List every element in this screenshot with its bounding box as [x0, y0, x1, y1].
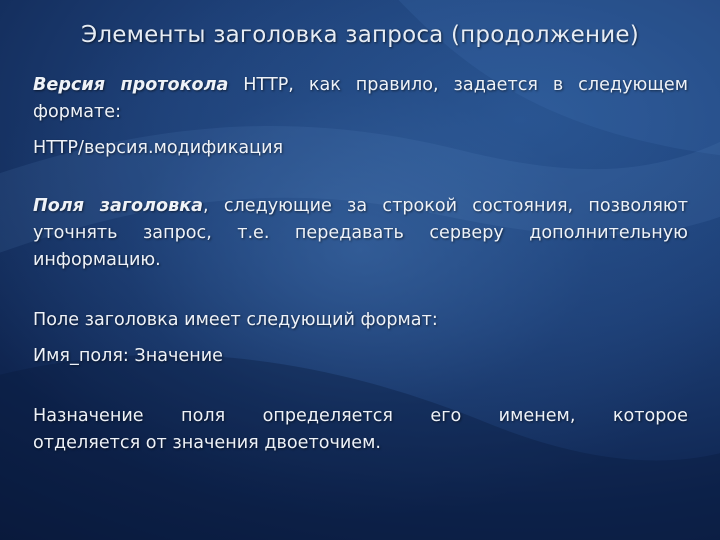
header-fields-text: , следующие за строкой состояния, позволяют уточнять запрос, т.е. передавать серверу дополнительную информацию.: [33, 196, 688, 270]
protocol-version-text: HTTP, как правило, задается в следующем формате:: [33, 75, 688, 122]
protocol-format: HTTP/версия.модификация: [33, 138, 284, 158]
term-header-fields: Поля заголовка: [33, 196, 204, 216]
paragraph-header-fields: [33, 193, 688, 274]
header-format-example: Имя_поля: Значение: [33, 346, 223, 366]
slide-body: [33, 72, 688, 457]
term-protocol-version: Версия протокола: [33, 75, 229, 95]
header-format-intro: Поле заголовка имеет следующий формат:: [33, 310, 438, 330]
paragraph-protocol-version: [33, 72, 688, 126]
slide-title: Элементы заголовка запроса (продолжение): [81, 22, 639, 48]
field-purpose-line1: Назначение поля определяется его именем, которое: [33, 406, 688, 426]
field-purpose-line2: отделяется от значения двоеточием.: [33, 433, 381, 453]
